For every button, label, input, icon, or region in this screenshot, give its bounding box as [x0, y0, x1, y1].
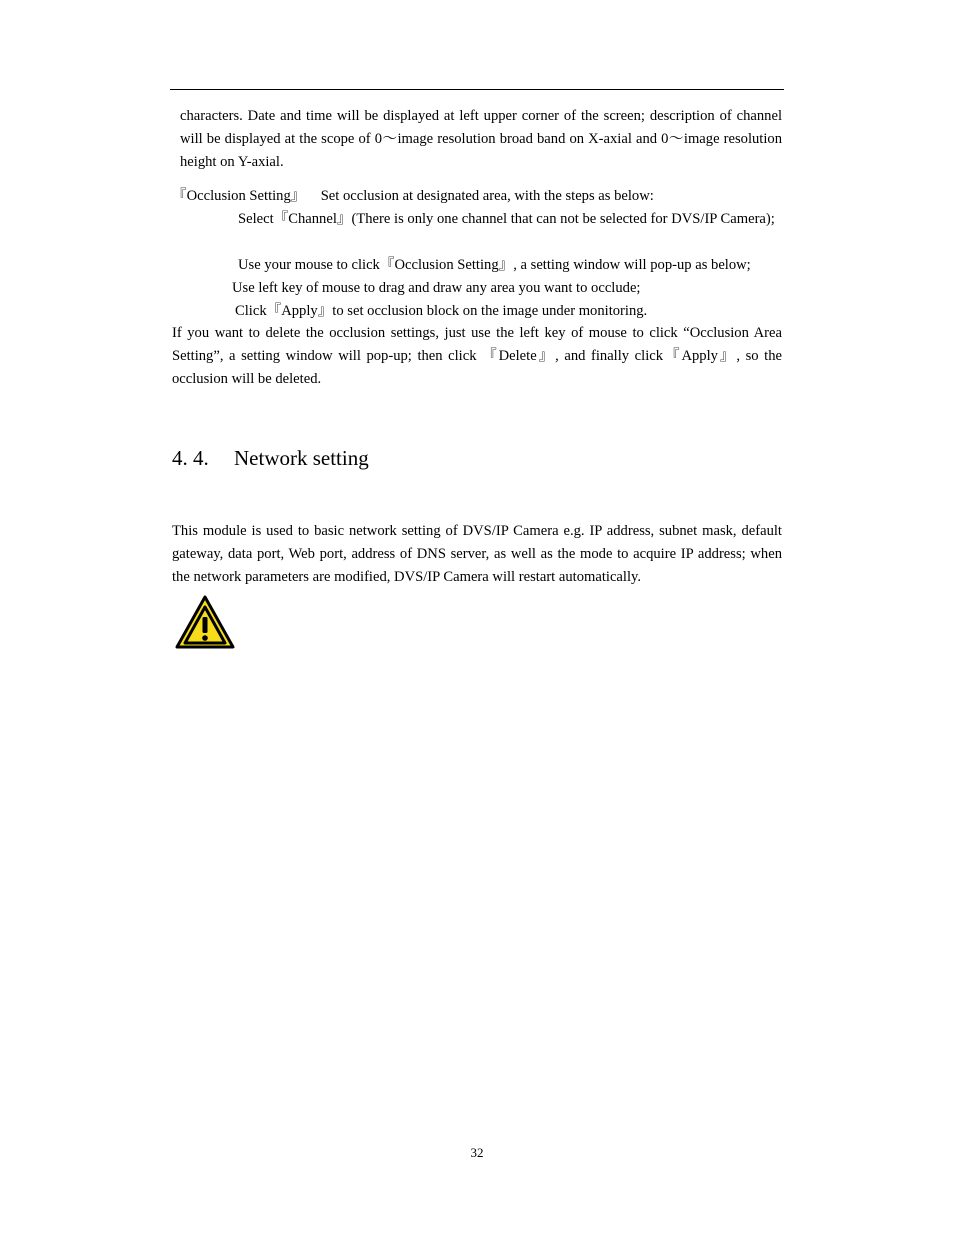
section-heading — [172, 444, 369, 472]
occlusion-step-3: Use left key of mouse to drag and draw any area you want to occlude; — [232, 280, 641, 296]
occlusion-intro-line — [172, 185, 654, 208]
page-number: 32 — [470, 1145, 484, 1160]
intro-paragraph: characters. Date and time will be displayed at left upper corner of the screen; description of channel will be displayed at the scope of 0～image resolution broad band on X-axial and 0～image resolution height on Y-axial. — [180, 108, 782, 170]
occlusion-step-4: Click『Apply』to set occlusion block on the image under monitoring. — [235, 303, 648, 319]
occlusion-step-1: Select『Channel』(There is only one channel that can not be selected for DVS/IP Camera); — [238, 211, 775, 227]
network-paragraph: This module is used to basic network setting of DVS/IP Camera e.g. IP address, subnet mask, default gateway, data port, Web port, address of DNS server, as well as the mode to acquire IP address; when the network parameters are modified, DVS/IP Camera will restart automatically. — [172, 523, 782, 585]
occlusion-step-2: Use your mouse to click『Occlusion Setting』, a setting window will pop-up as below; — [238, 257, 751, 273]
occlusion-intro: Set occlusion at designated area, with the steps as below: — [320, 188, 654, 204]
section-title: Network setting — [234, 446, 369, 470]
delete-paragraph: If you want to delete the occlusion settings, just use the left key of mouse to click “Occlusion Area Setting”, a setting window will pop-up; then click 『Delete』, and finally click『Apply』, so the occlusion will be deleted. — [172, 325, 782, 387]
occlusion-title: 『Occlusion Setting』 — [172, 188, 306, 204]
warning-triangle-icon — [174, 594, 236, 650]
section-number: 4. 4. — [172, 446, 209, 470]
header-rule — [170, 89, 784, 90]
